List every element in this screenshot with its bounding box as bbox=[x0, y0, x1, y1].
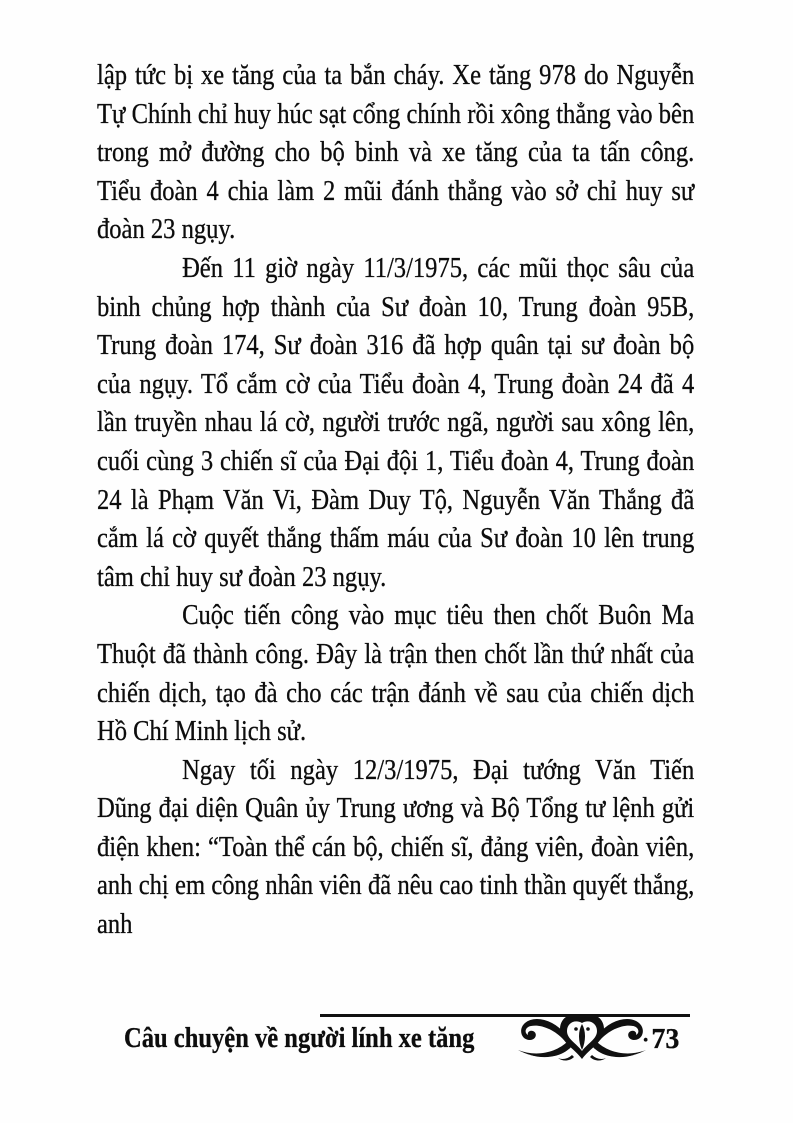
page-body bbox=[97, 57, 694, 945]
paragraph: Ngay tối ngày 12/3/1975, Đại tướng Văn Tiến Dũng đại diện Quân ủy Trung ương và Bộ Tổng tư lệnh gửi điện khen: “Toàn thể cán bộ, chiến sĩ, đảng viên, đoàn viên, anh chị em công nhân viên đã nêu cao tinh thần quyết thắng, anh bbox=[97, 754, 695, 941]
footer-book-title: Câu chuyện về người lính xe tăng bbox=[124, 1023, 475, 1054]
paragraph: lập tức bị xe tăng của ta bắn cháy. Xe tăng 978 do Nguyễn Tự Chính chỉ huy húc sạt cổng chính rồi xông thẳng vào bên trong mở đường cho bộ binh và xe tăng của ta tấn công. Tiểu đoàn 4 chia làm 2 mũi đánh thẳng vào sở chỉ huy sư đoàn 23 ngụy. bbox=[97, 60, 695, 246]
page-number: 73 bbox=[651, 1024, 680, 1055]
paragraph: Đến 11 giờ ngày 11/3/1975, các mũi thọc sâu của binh chủng hợp thành của Sư đoàn 10, Trung đoàn 95B, Trung đoàn 174, Sư đoàn 316 đã hợp quân tại sư đoàn bộ của ngụy. Tổ cắm cờ của Tiểu đoàn 4, Trung đoàn 24 đã 4 lần truyền nhau lá cờ, người trước ngã, người sau xông lên, cuối cùng 3 chiến sĩ của Đại đội 1, Tiểu đoàn 4, Trung đoàn 24 là Phạm Văn Vi, Đàm Duy Tộ, Nguyễn Văn Thắng đã cắm lá cờ quyết thắng thấm máu của Sư đoàn 10 lên trung tâm chỉ huy sư đoàn 23 ngụy. bbox=[97, 252, 695, 593]
paragraph: Cuộc tiến công vào mục tiêu then chốt Buôn Ma Thuột đã thành công. Đây là trận then chốt lần thứ nhất của chiến dịch, tạo đà cho các trận đánh về sau của chiến dịch Hồ Chí Minh lịch sử. bbox=[97, 600, 695, 748]
separator-dot: · bbox=[642, 1026, 650, 1052]
page-number-group bbox=[642, 1022, 679, 1057]
floral-flourish-icon bbox=[516, 1013, 648, 1063]
